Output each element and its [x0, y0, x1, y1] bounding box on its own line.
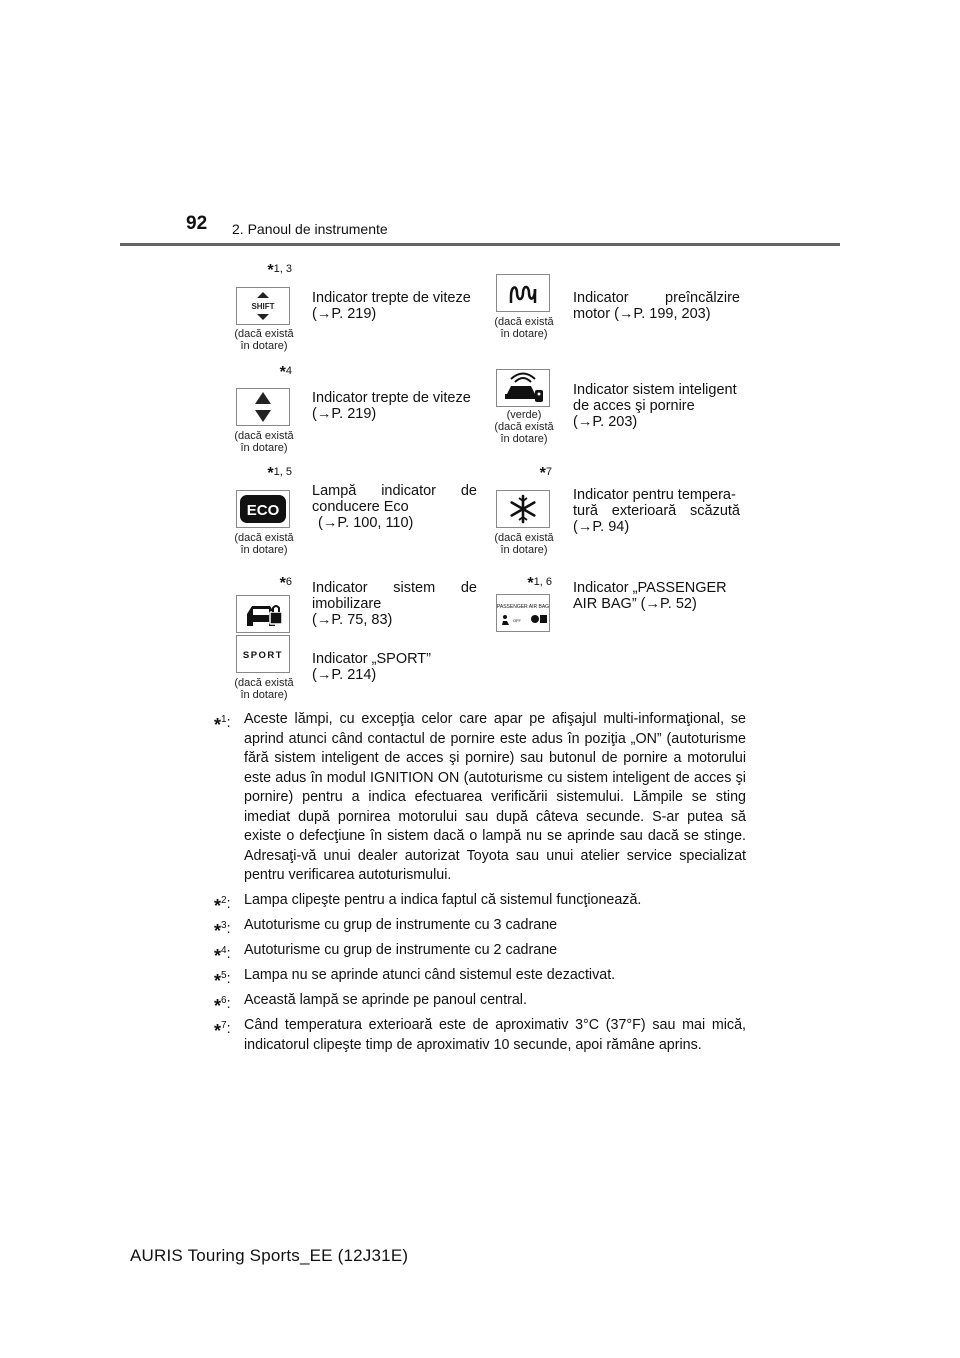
indicator-description: Indicator trepte de viteze (→P. 219) [312, 290, 471, 322]
document-id: AURIS Touring Sports_EE (12J31E) [130, 1246, 409, 1265]
footnote-mark: *7 [539, 465, 552, 482]
availability-caption: (dacă există în dotare) [494, 316, 554, 340]
indicator-description: Indicator preîncălzire motor (→P. 199, 203) [573, 290, 740, 322]
shift-icon-label: SHIFT [251, 302, 275, 311]
footnote: *$^4$: Autoturisme cu grup de instrumente cu 2 cadrane [214, 942, 558, 966]
snowflake-icon [496, 490, 550, 528]
airbag-icon-label: PASSENGER AIR BAG [497, 604, 549, 610]
preheat-indicator-icon [496, 274, 550, 312]
smart-key-indicator-icon [496, 369, 550, 407]
indicator-description: Indicator trepte de viteze (→P. 219) [312, 390, 471, 422]
footnotes [214, 710, 746, 1061]
eco-indicator-icon [236, 490, 290, 528]
passenger-airbag-icon [496, 594, 550, 632]
indicator-description: Indicator sistem de imobilizare (→P. 75, 83) [312, 580, 477, 628]
footnote-mark: *$^3$: [214, 920, 231, 941]
availability-caption: (dacă există în dotare) [234, 677, 294, 701]
shift-arrows-icon [236, 388, 290, 426]
section-title: 2. Panoul de instrumente [232, 221, 388, 237]
footnote-mark: *$^1$: [214, 714, 231, 735]
page-number: 92 [186, 213, 208, 234]
availability-caption: (dacă există în dotare) [234, 430, 294, 454]
availability-caption: (verde) (dacă există în dotare) [494, 409, 554, 445]
footnote-mark: *$^2$: [214, 895, 231, 916]
indicator-description: Indicator „PASSENGER AIR BAG” (→P. 52) [573, 580, 727, 612]
availability-caption: (dacă există în dotare) [234, 328, 294, 352]
svg-text:OFF: OFF [513, 618, 521, 623]
sport-indicator-icon [236, 635, 290, 673]
footnote: *$^7$: Când temperatura exterioară este de aproximativ 3°C (37°F) sau mai mică, indicatorul clipeşte timp de aproximativ 10 secunde, apoi rămâne aprins. [214, 1017, 746, 1053]
eco-icon-label: ECO [246, 502, 280, 519]
footnote: *$^3$: Autoturisme cu grup de instrumente cu 3 cadrane [214, 917, 558, 941]
footnote-mark: *6 [279, 575, 292, 592]
footnote: *$^5$: Lampa nu se aprinde atunci când sistemul este dezactivat. [214, 967, 616, 991]
footnote-mark: *$^4$: [214, 945, 231, 966]
shift-indicator-icon [236, 287, 290, 325]
footnote-mark: *1, 6 [527, 575, 552, 592]
footnote-mark: *$^7$: [214, 1020, 231, 1041]
indicator-description: Lampă indicator de conducere Eco (→P. 100, 110) [312, 483, 477, 531]
footnote: *$^6$: Această lampă se aprinde pe panoul central. [214, 992, 527, 1016]
footnote-mark: *4 [279, 364, 292, 381]
availability-caption: (dacă există în dotare) [494, 532, 554, 556]
footnote: *$^1$: Aceste lămpi, cu excepţia celor care apar pe afişajul multi-informaţional, se aprind atunci când contactul de pornire este adus în poziţia „ON” (autoturisme fără sistem inteligent de acces şi pornire) sau butonul de pornire a motorului este adus în modul IGNITION ON (autoturisme cu sistem inteligent de acces şi pornire) pentru a indica efectuarea verificării sistemului. Lămpile se sting imediat după pornirea motorului sau după câteva secunde. S-ar putea să existe o defecţiune în sistem dacă o lampă nu se aprinde sau dacă se stinge. Adresaţi-vă unui dealer autorizat Toyota sau unui atelier service specializat pentru verificarea autoturismului. [214, 711, 746, 883]
immobilizer-icon [236, 595, 290, 633]
indicator-description: Indicator pentru tempera- tură exterioară scăzută (→P. 94) [573, 487, 740, 535]
sport-icon-label: SPORT [242, 650, 284, 661]
footnote-mark: *$^6$: [214, 995, 231, 1016]
footnote-mark: *1, 3 [267, 262, 292, 279]
availability-caption: (dacă există în dotare) [234, 532, 294, 556]
footnote: *$^2$: Lampa clipeşte pentru a indica faptul că sistemul funcţionează. [214, 892, 642, 916]
footnote-mark: *1, 5 [267, 465, 292, 482]
indicator-description: Indicator sistem inteligent de acces şi pornire (→P. 203) [573, 382, 737, 430]
header-divider [120, 243, 840, 246]
indicator-description: Indicator „SPORT” (→P. 214) [312, 651, 431, 683]
footnote-mark: *$^5$: [214, 970, 231, 991]
